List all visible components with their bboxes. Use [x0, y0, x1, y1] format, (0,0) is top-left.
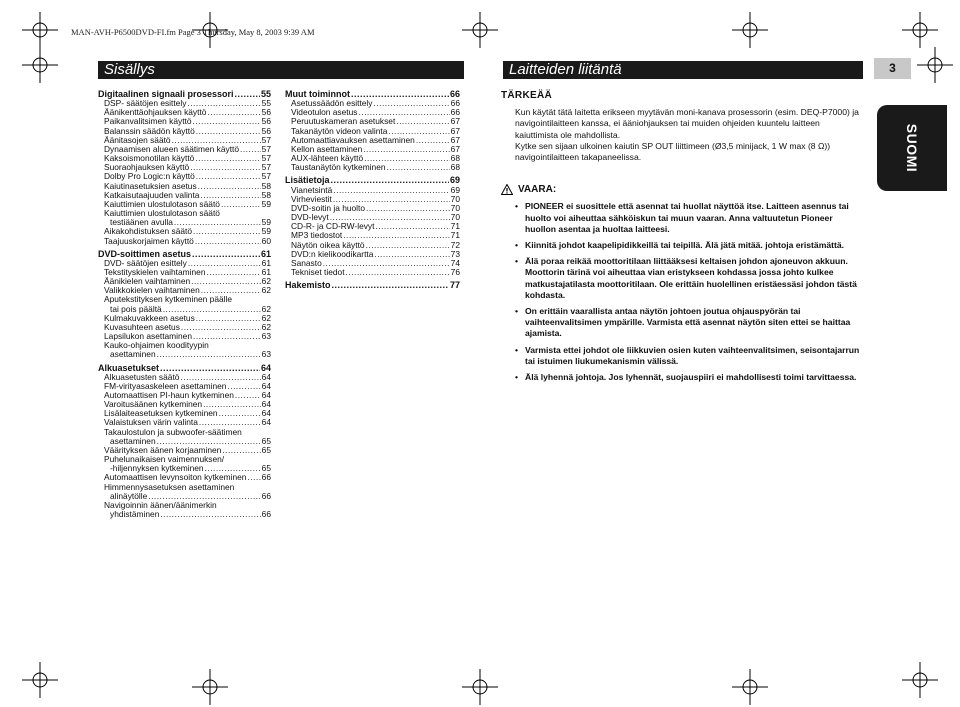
toc-entry-page: 62	[261, 321, 271, 332]
toc-entry-page: 67	[450, 134, 460, 145]
toc-dot-leader	[333, 186, 449, 195]
toc-entry-page: 70	[450, 193, 460, 204]
toc-entry-label: Automaattisen levynsoiton kytkeminen	[104, 472, 247, 483]
toc-entry-page: 64	[261, 399, 271, 410]
toc-entry-page: 70	[450, 212, 460, 223]
toc-entry-label: Dolby Pro Logic:n käyttö	[104, 171, 195, 182]
toc-entry-label: yhdistäminen	[110, 509, 160, 520]
toc-entry-label: Väärityksen äänen korjaaminen	[104, 444, 222, 455]
toc-entry-page: 66	[261, 490, 271, 501]
toc-entry-page: 67	[450, 125, 460, 136]
toc-entry-label: Vianetsintä	[291, 184, 333, 195]
toc-dot-leader	[332, 281, 449, 290]
toc-dot-leader	[373, 99, 449, 108]
toc-entry-label: Paikanvalitsimen käyttö	[104, 116, 192, 127]
toc-entry-label: CD-R- ja CD-RW-levyt	[291, 221, 375, 232]
toc-entry-label: asettaminen	[110, 435, 156, 446]
toc-entry-page: 74	[450, 257, 460, 268]
toc-entry-label: tai pois päältä	[110, 303, 162, 314]
toc-dot-leader	[190, 163, 260, 172]
toc-entry-page: 68	[450, 162, 460, 173]
toc-entry-label: DSP- säätöjen esittely	[104, 98, 187, 109]
toc-entry	[285, 163, 460, 172]
section-title: Laitteiden liitäntä	[509, 61, 622, 78]
toc-entry-page: 59	[261, 198, 271, 209]
toc-entry-label: Puhelunaikaisen vaimennuksen/	[104, 454, 225, 465]
toc-entry-label: Automaattisen PI-haun kytkeminen	[104, 390, 234, 400]
toc-dot-leader	[193, 117, 261, 126]
file-info-header: MAN-AVH-P6500DVD-FI.fm Page 3 Thursday, May 8, 2003 9:39 AM	[71, 27, 315, 37]
toc-dot-leader	[416, 136, 450, 145]
toc-entry-label: Valaistuksen värin valinta	[104, 417, 198, 428]
toc-entry-label: Näytön oikea käyttö	[291, 239, 365, 250]
toc-entry-label: Dynaamisen alueen säätimen käyttö	[104, 143, 240, 154]
crosshair-mark-bottom-left	[20, 660, 60, 700]
toc-dot-leader	[191, 277, 261, 286]
toc-entry-page: 71	[450, 221, 460, 232]
toc-entry-label: MP3 tiedostot	[291, 230, 343, 241]
crosshair-mark-top-left	[20, 10, 60, 50]
toc-column-2	[285, 90, 460, 290]
toc-entry	[98, 510, 271, 519]
toc-dot-leader	[219, 409, 261, 418]
toc-entry-page: 61	[260, 248, 271, 259]
toc-entry-label: AUX-lähteen käyttö	[291, 153, 364, 164]
toc-entry	[98, 350, 271, 359]
toc-entry-label: Takanäytön videon valinta	[291, 125, 388, 136]
toc-entry-page: 69	[449, 175, 460, 186]
toc-entry-page: 70	[450, 202, 460, 213]
toc-entry-label: Taustanäytön kytkeminen	[291, 162, 386, 173]
toc-dot-leader	[181, 323, 261, 332]
toc-entry-page: 55	[261, 98, 271, 109]
toc-entry-page: 62	[261, 285, 271, 296]
toc-dot-leader	[240, 145, 261, 154]
toc-entry-label: Tekstityskielen vaihtaminen	[104, 266, 206, 277]
toc-entry-label: -hiljennyksen kytkeminen	[110, 463, 204, 474]
connection-notes	[501, 90, 863, 388]
warning-item: • Kiinnitä johdot kaapelipidikkeillä tai teipillä. Älä jätä mitää. johtoja eristämättä.	[501, 240, 863, 251]
toc-dot-leader	[207, 108, 260, 117]
warning-title: VAARA:	[518, 184, 557, 196]
toc-entry-page: 71	[450, 230, 460, 241]
toc-entry-page: 66	[261, 509, 271, 520]
toc-dot-leader	[235, 90, 260, 99]
toc-entry-label: Kaiutinasetuksien asetus	[104, 180, 197, 191]
toc-dot-leader	[195, 237, 261, 246]
toc-entry-page: 66	[450, 98, 460, 109]
toc-entry-label: DVD- säätöjen esittely	[104, 257, 187, 268]
toc-entry-label: Lisälaiteasetuksen kytkeminen	[104, 408, 218, 419]
toc-entry-label: Taajuuskorjaimen käyttö	[104, 235, 194, 246]
toc-entry-label: DVD-soitin ja huolto	[291, 202, 366, 213]
toc-dot-leader	[206, 268, 260, 277]
warning-item: • PIONEER ei suosittele että asennat tai huollat näyttöä itse. Laitteen asennus tai huolto voi aiheuttaa sähköiskun tai muun vaaran. Anna valtuutetun Pioneer huollon asentaa ja huoltaa laitteesi.	[501, 201, 863, 235]
language-side-tab	[877, 105, 947, 191]
toc-dot-leader	[196, 127, 261, 136]
toc-entry-page: 57	[261, 153, 271, 164]
toc-entry-label: Kuvasuhteen asetus	[104, 321, 180, 332]
toc-entry-label: Katkaisutaajuuden valinta	[104, 189, 200, 200]
section-title-bar	[503, 61, 863, 79]
toc-entry-label: Varoitusäänen kytkeminen	[104, 399, 203, 410]
toc-entry-page: 77	[449, 280, 460, 291]
toc-entry-label: Kauko-ohjaimen koodityypin	[104, 340, 209, 351]
toc-entry-page: 59	[261, 217, 271, 228]
toc-entry-label: Himmennysasetuksen asettaminen	[104, 481, 235, 492]
toc-entry-label: Lapsilukon asettaminen	[104, 331, 192, 342]
warning-item: • On erittäin vaarallista antaa näytön johtoen joutua ohjauspyörän tai vaihteenvalitsimen ympärille. Varmista että asennat näytön siten ettei se haittaa ajamista.	[501, 306, 863, 340]
crosshair-mark-left	[20, 45, 60, 85]
crosshair-mark-bottom-right	[900, 660, 940, 700]
toc-entry-label: Virheviestit	[291, 193, 332, 204]
toc-entry-label: DVD:n kielikoodikartta	[291, 248, 374, 259]
toc-entry-label: Asetussäädön esittely	[291, 98, 373, 109]
toc-entry-page: 64	[261, 371, 271, 382]
toc-entry-label: Suoraohjauksen käyttö	[104, 162, 190, 173]
warning-item: • Älä poraa reikää moottoritilaan liittääksesi keltaisen johdon ajoneuvon akkuun. Moottorin tärinä voi aiheuttaa vian eristykseen kohdassa jossa johto kulkee matkustajatilasta moottoritilaan. Ole erittäin huolellinen eristäessäsi johdon tästä kohdasta.	[501, 256, 863, 301]
toc-entry-page: 58	[261, 189, 271, 200]
toc-dot-leader	[366, 241, 450, 250]
toc-dot-leader	[160, 510, 260, 519]
toc-entry-label: Äänikielen vaihtaminen	[104, 276, 191, 287]
toc-entry-page: 65	[261, 463, 271, 474]
toc-entry-page: 64	[261, 380, 271, 391]
toc-entry-label: Muut toiminnot	[285, 89, 350, 99]
toc-entry-page: 61	[261, 257, 271, 268]
toc-dot-leader	[221, 200, 261, 209]
toc-entry-label: asettaminen	[110, 349, 156, 360]
toc-entry-label: Valikkokielen vaihtaminen	[104, 285, 200, 296]
toc-entry-page: 60	[261, 235, 271, 246]
toc-entry-page: 69	[450, 184, 460, 195]
toc-entry-label: Kulmakuvakkeen asetus	[104, 312, 195, 323]
toc-dot-leader	[192, 250, 260, 259]
toc-entry-page: 64	[261, 408, 271, 419]
toc-dot-leader	[387, 163, 450, 172]
toc-entry-label: DVD-levyt	[291, 212, 329, 223]
toc-entry-label: Kaiuttimien ulostulotason säätö	[104, 208, 220, 219]
toc-title: Sisällys	[104, 61, 155, 78]
toc-entry-page: 66	[261, 472, 271, 483]
toc-entry-page: 65	[261, 435, 271, 446]
crosshair-mark-bottom-1	[190, 667, 230, 707]
important-heading: TÄRKEÄÄ	[501, 90, 552, 101]
toc-entry-label: testiäänen avulla	[110, 217, 173, 228]
toc-entry-label: Sanasto	[291, 257, 322, 268]
toc-entry-page: 67	[450, 143, 460, 154]
toc-entry	[98, 237, 271, 246]
toc-entry-page: 59	[261, 226, 271, 237]
toc-entry	[285, 268, 460, 277]
toc-entry-page: 63	[261, 331, 271, 342]
toc-dot-leader	[195, 154, 260, 163]
crosshair-mark-bottom-2	[730, 667, 770, 707]
toc-title-bar	[98, 61, 464, 79]
crosshair-mark-top-2	[730, 10, 770, 50]
toc-dot-leader	[196, 314, 261, 323]
toc-entry-page: 63	[261, 349, 271, 360]
crosshair-mark-top-center	[460, 10, 500, 50]
crosshair-mark-bottom-center	[460, 667, 500, 707]
toc-entry-page: 57	[261, 171, 271, 182]
toc-entry-page: 66	[449, 89, 460, 99]
toc-entry-page: 56	[261, 116, 271, 127]
language-label: SUOMI	[904, 123, 920, 173]
toc-entry-label: Aputekstityksen kytkeminen päälle	[104, 294, 233, 305]
toc-entry-label: Peruutuskameran asetukset	[291, 116, 396, 127]
toc-entry-page: 72	[450, 239, 460, 250]
warning-triangle-icon	[501, 184, 513, 195]
toc-entry-page: 62	[261, 276, 271, 287]
toc-entry-label: Digitaalinen signaali prosessori	[98, 89, 234, 99]
warning-list	[501, 201, 863, 383]
toc-dot-leader	[196, 172, 261, 181]
toc-entry-page: 76	[450, 266, 460, 277]
crosshair-mark-right	[915, 45, 955, 85]
toc-entry-label: Äänikenttäohjauksen käyttö	[104, 107, 207, 118]
toc-entry-label: Hakemisto	[285, 280, 331, 291]
toc-entry-page: 67	[450, 116, 460, 127]
toc-entry-page: 65	[261, 444, 271, 455]
toc-entry-label: Kellon asettaminen	[291, 143, 363, 154]
toc-entry-page: 55	[260, 89, 271, 99]
crosshair-mark-top-right	[900, 10, 940, 50]
toc-entry-label: Takaulostulon ja subwoofer-säätimen	[104, 426, 242, 437]
toc-entry-label: Äänitasojen säätö	[104, 134, 171, 145]
toc-entry-label: Balanssin säädön käyttö	[104, 125, 195, 136]
toc-section-entry	[285, 281, 460, 290]
toc-entry-label: Kaiuttimien ulostulotason säätö	[104, 198, 220, 209]
toc-entry-page: 57	[261, 143, 271, 154]
toc-entry-label: Tekniset tiedot	[291, 266, 345, 277]
toc-dot-leader	[374, 250, 449, 259]
toc-dot-leader	[198, 182, 261, 191]
toc-dot-leader	[375, 222, 449, 231]
toc-entry-page: 73	[450, 248, 460, 259]
important-paragraph-1: Kun käytät tätä laitetta erikseen myytävän moni-kanava prosessorin (esim. DEQ-P7000) ja navigointilaitteen kanssa, ei ääniohjauksen tai muiden ohjeiden kuuntelu laitteen kaiuttimista ole mahdollista.	[515, 107, 859, 140]
warning-item: • Älä lyhennä johtoja. Jos lyhennät, suojauspiiri ei mahdollisesti toimi tarvittaessa.	[501, 372, 863, 383]
toc-column-1	[98, 90, 271, 519]
toc-dot-leader	[193, 227, 261, 236]
toc-entry-page: 57	[261, 162, 271, 173]
toc-entry-page: 68	[450, 153, 460, 164]
toc-entry-label: Aikakohdistuksen säätö	[104, 226, 192, 237]
toc-entry-label: Videotulon asetus	[291, 107, 358, 118]
toc-entry-label: Automaattiavauksen asettaminen	[291, 134, 415, 145]
toc-entry-page: 64	[261, 417, 271, 428]
toc-dot-leader	[247, 473, 260, 482]
toc-entry-label: Navigoinnin äänen/äänimerkin	[104, 499, 217, 510]
toc-entry-label: Lisätietoja	[285, 175, 330, 186]
toc-entry-page: 58	[261, 180, 271, 191]
toc-entry-page: 56	[261, 107, 271, 118]
toc-dot-leader	[235, 391, 261, 400]
toc-entry-page: 64	[260, 362, 271, 373]
crosshair-mark-top-1	[190, 10, 230, 50]
toc-dot-leader	[366, 204, 450, 213]
toc-dot-leader	[396, 117, 449, 126]
toc-entry-label: Alkuasetukset	[98, 362, 160, 373]
toc-entry-label: Kaksoismonotilan käyttö	[104, 153, 195, 164]
warning-heading	[501, 184, 863, 195]
toc-dot-leader	[222, 446, 260, 455]
toc-dot-leader	[157, 350, 261, 359]
toc-entry-page: 62	[261, 312, 271, 323]
toc-entry-page: 62	[261, 303, 271, 314]
toc-entry-label: DVD-soittimen asetus	[98, 248, 192, 259]
page-number: 3	[874, 58, 911, 79]
toc-entry-page: 64	[261, 390, 271, 400]
toc-entry-label: alinäytölle	[110, 490, 148, 501]
toc-entry-page: 61	[261, 266, 271, 277]
toc-dot-leader	[331, 176, 449, 185]
toc-entry-page: 56	[261, 125, 271, 136]
toc-entry-page: 66	[450, 107, 460, 118]
warning-item: • Varmista ettei johdot ole liikkuvien osien kuten vaihteenvalitsimen, seisontajarrun tai istuimen liukumekanismin välissä.	[501, 345, 863, 367]
toc-dot-leader	[346, 268, 450, 277]
toc-dot-leader	[363, 145, 449, 154]
toc-entry-label: Alkuasetusten säätö	[104, 371, 180, 382]
toc-entry-label: FM-virityasaskeleen asettaminen	[104, 380, 227, 391]
important-paragraph-2: Kytke sen sijaan ulkoinen kaiutin SP OUT liittimeen (Ø3,5 minijack, 1 W max (8 Ω)) navigointilaitteen takapaneelissa.	[515, 140, 831, 163]
toc-entry-page: 57	[261, 134, 271, 145]
